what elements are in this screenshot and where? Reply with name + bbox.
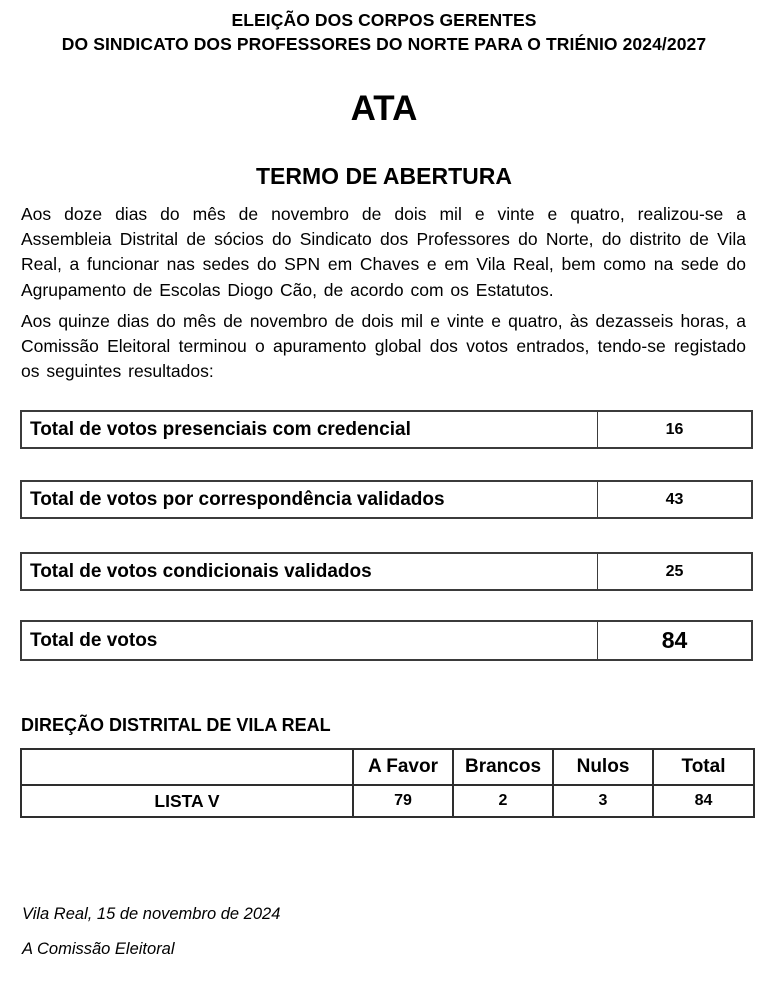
document-header-line1: ELEIÇÃO DOS CORPOS GERENTES xyxy=(231,10,537,30)
paragraph-assembly-opening: Aos doze dias do mês de novembro de dois mil e vinte e quatro, realizou-se a Assembleia Distrital de sócios do Sindicato dos Professores do Norte, do distrito de Vila Real, a funcionar nas sedes do SPN em Chaves e em Vila Real, bem como na sede do Agrupamento de Escolas Diogo Cão, de acordo com os Estatutos. xyxy=(21,204,746,300)
results-cell-nulos: 3 xyxy=(553,785,653,817)
results-header-total: Total xyxy=(653,749,754,785)
results-header-row xyxy=(21,749,754,785)
document-title: ATA xyxy=(350,89,418,128)
totals-row-label: Total de votos condicionais validados xyxy=(22,554,598,589)
document-header-line2: DO SINDICATO DOS PROFESSORES DO NORTE PARA O TRIÉNIO 2024/2027 xyxy=(61,34,707,54)
footer-place-date: Vila Real, 15 de novembro de 2024 xyxy=(22,905,281,924)
results-cell-a-favor: 79 xyxy=(353,785,453,817)
totals-row-value: 84 xyxy=(661,627,688,654)
section-heading-direcao-distrital: DIREÇÃO DISTRITAL DE VILA REAL xyxy=(21,715,331,736)
results-header-empty xyxy=(21,749,353,785)
totals-row-total xyxy=(20,620,753,661)
results-cell-total: 84 xyxy=(653,785,754,817)
totals-row-correspondencia xyxy=(20,480,753,519)
results-header-brancos: Brancos xyxy=(453,749,553,785)
totals-row-value: 16 xyxy=(665,420,684,438)
results-cell-brancos: 2 xyxy=(453,785,553,817)
document-header xyxy=(0,8,768,56)
totals-tables xyxy=(0,410,768,661)
paragraph-vote-counting: Aos quinze dias do mês de novembro de dois mil e vinte e quatro, às dezasseis horas, a Comissão Eleitoral terminou o apuramento global dos votos entrados, tendo-se registado os seguintes resultados: xyxy=(21,310,746,382)
totals-row-value: 43 xyxy=(665,490,684,508)
totals-row-condicionais xyxy=(20,552,753,591)
totals-row-label: Total de votos presenciais com credencial xyxy=(22,412,598,447)
totals-row-value: 25 xyxy=(665,562,684,580)
results-header-nulos: Nulos xyxy=(553,749,653,785)
results-data-row-lista-v xyxy=(21,785,754,817)
results-header-a-favor: A Favor xyxy=(353,749,453,785)
results-table xyxy=(20,748,755,818)
totals-row-presencial xyxy=(20,410,753,449)
results-cell-list-name: LISTA V xyxy=(21,785,353,817)
totals-row-label: Total de votos por correspondência validados xyxy=(22,482,598,517)
totals-row-label: Total de votos xyxy=(22,622,598,659)
document-subtitle: TERMO DE ABERTURA xyxy=(256,163,512,189)
footer-signature: A Comissão Eleitoral xyxy=(22,940,175,959)
